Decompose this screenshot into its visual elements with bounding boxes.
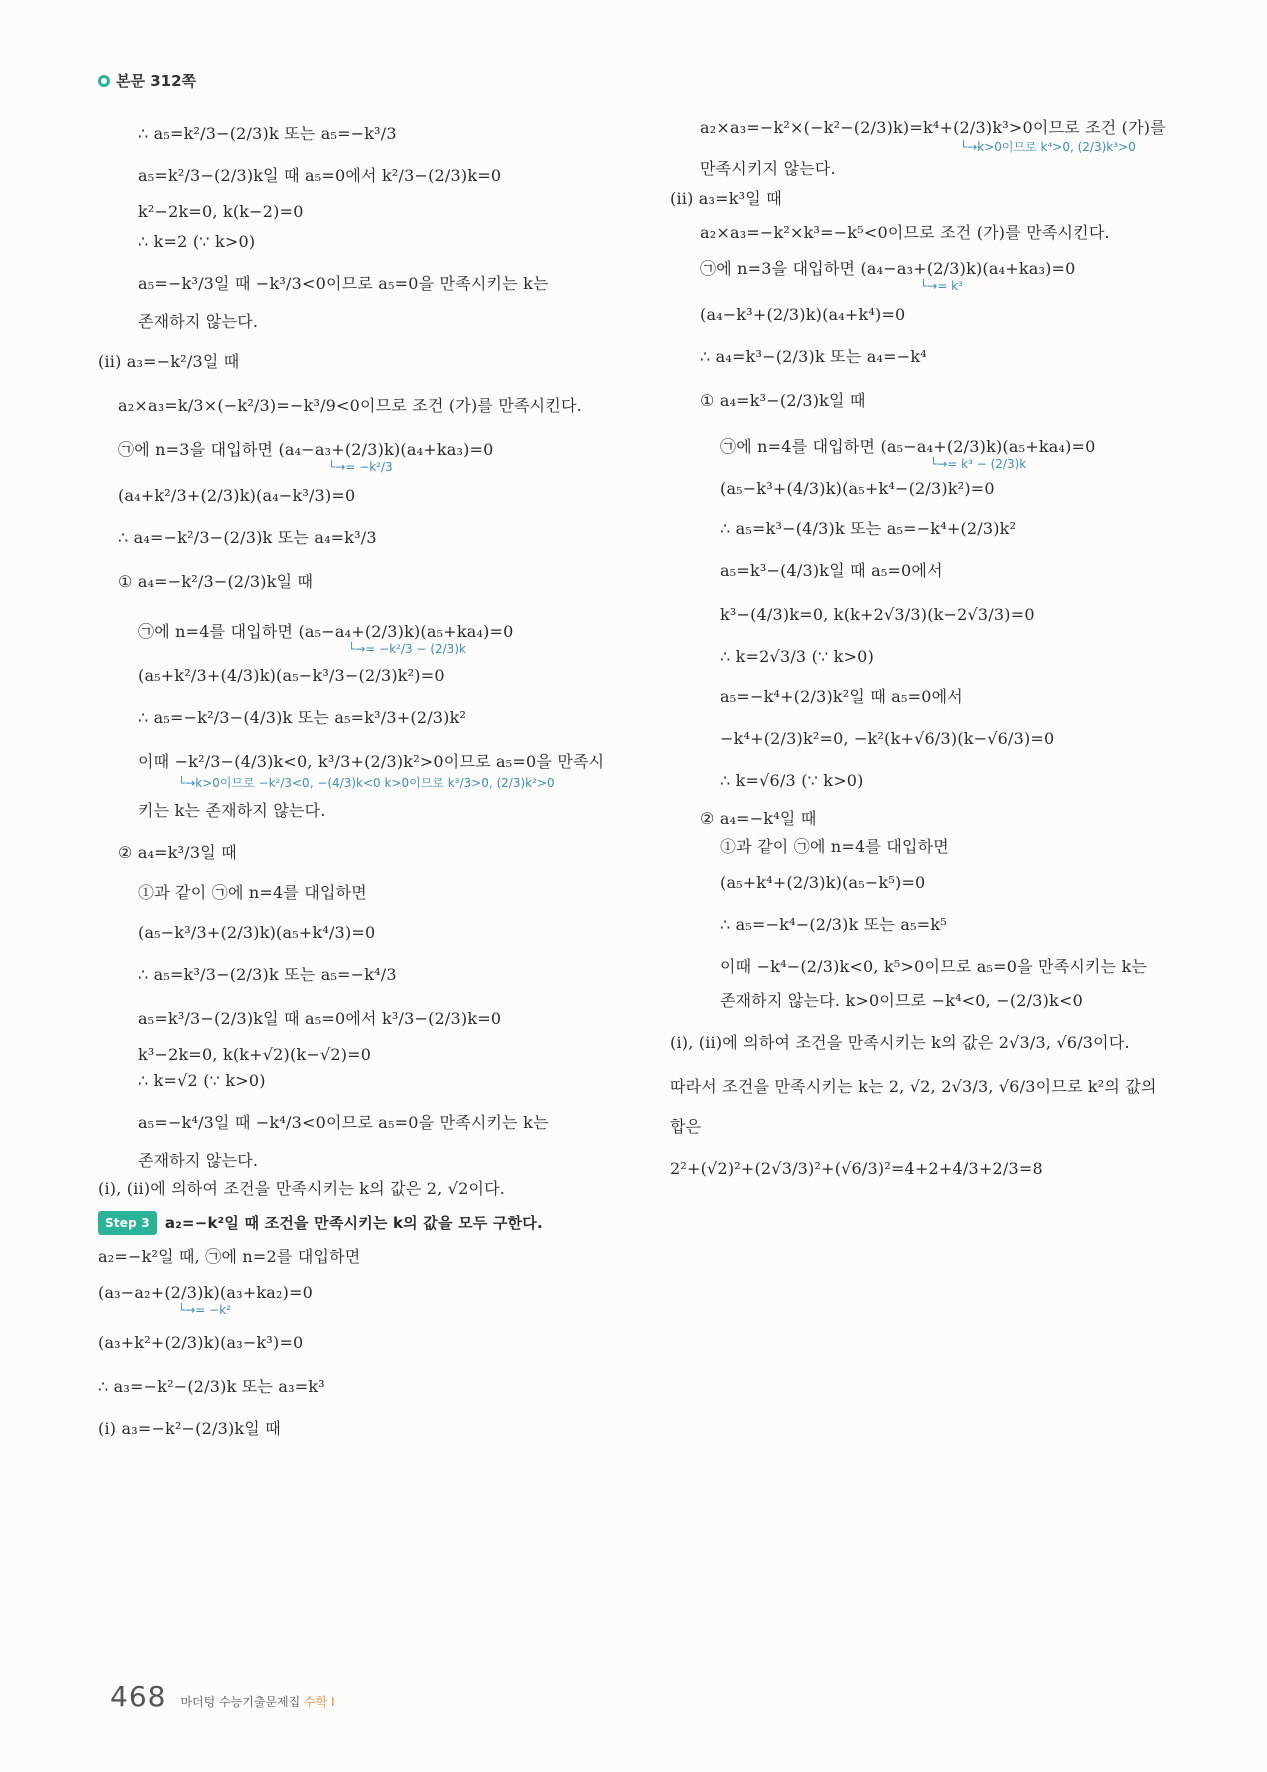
solution-line: ① a₄=−k²/3−(2/3)k일 때 [118,572,314,591]
solution-line: ∴ k=√6/3 (∵ k>0) [720,771,864,790]
solution-line: (a₅−k³+(4/3)k)(a₅+k⁴−(2/3)k²)=0 [720,479,995,498]
solution-line: (a₃+k²+(2/3)k)(a₃−k³)=0 [98,1333,304,1352]
page-number: 468 [110,1680,167,1713]
solution-line: ∴ a₅=k²/3−(2/3)k 또는 a₅=−k³/3 [138,124,397,143]
solution-line: 만족시키지 않는다. [700,159,836,178]
solution-line: (i), (ii)에 의하여 조건을 만족시키는 k의 값은 2, √2이다. [98,1179,506,1198]
page-footer [110,1680,335,1713]
solution-line: ㉠에 n=3을 대입하면 (a₄−a₃+(2/3)k)(a₄+ka₃)=0 [118,440,494,459]
solution-line: ∴ a₄=−k²/3−(2/3)k 또는 a₄=k³/3 [118,528,377,547]
solution-line: ①과 같이 ㉠에 n=4를 대입하면 [720,837,949,856]
solution-line: (ii) a₃=−k²/3일 때 [98,352,240,371]
solution-line: ①과 같이 ㉠에 n=4를 대입하면 [138,883,367,902]
solution-line: 이때 −k⁴−(2/3)k<0, k⁵>0이므로 a₅=0을 만족시키는 k는 [720,957,1148,976]
book-title [180,1693,334,1710]
solution-line: 존재하지 않는다. [138,1151,259,1170]
substitution-annotation: └→ = k³ − (2/3)k [930,457,1190,471]
solution-line: ∴ a₅=−k⁴−(2/3)k 또는 a₅=k⁵ [720,915,947,934]
solution-line: k³−(4/3)k=0, k(k+2√3/3)(k−2√3/3)=0 [720,605,1035,624]
substitution-annotation: └→ = k³ [920,279,1190,293]
solution-line: ∴ k=2 (∵ k>0) [138,232,256,251]
substitution-annotation: └→ = −k²/3 − (2/3)k [348,642,638,656]
solution-line: (a₅−k³/3+(2/3)k)(a₅+k⁴/3)=0 [138,923,376,942]
solution-line: ㉠에 n=4를 대입하면 (a₅−a₄+(2/3)k)(a₅+ka₄)=0 [720,437,1096,456]
solution-line: a₅=−k³/3일 때 −k³/3<0이므로 a₅=0을 만족시키는 k는 [138,274,549,293]
solution-line: (a₅+k⁴+(2/3)k)(a₅−k⁵)=0 [720,873,926,892]
step-description: a₂=−k²일 때 조건을 만족시키는 k의 값을 모두 구한다. [164,1214,543,1232]
solution-line: (a₅+k²/3+(4/3)k)(a₅−k³/3−(2/3)k²)=0 [138,666,445,685]
solution-line: (a₃−a₂+(2/3)k)(a₃+ka₂)=0 [98,1283,314,1302]
left-solution-column [98,112,638,1439]
solution-line: ㉠에 n=4를 대입하면 (a₅−a₄+(2/3)k)(a₅+ka₄)=0 [138,622,514,641]
solution-line: k²−2k=0, k(k−2)=0 [138,202,304,221]
solution-line: a₅=k²/3−(2/3)k일 때 a₅=0에서 k²/3−(2/3)k=0 [138,166,502,185]
substitution-annotation: └→ k>0이므로 −k²/3<0, −(4/3)k<0 k>0이므로 k³/3>0, (2/3)k²>0 [178,774,638,791]
page-reference-header [98,70,196,91]
solution-line: (i), (ii)에 의하여 조건을 만족시키는 k의 값은 2√3/3, √6/3이다. [670,1033,1130,1052]
book-title-text: 마더텅 수능기출문제집 [180,1695,301,1709]
solution-line: ㉠에 n=3을 대입하면 (a₄−a₃+(2/3)k)(a₄+ka₃)=0 [700,259,1076,278]
solution-line: 따라서 조건을 만족시키는 k는 2, √2, 2√3/3, √6/3이므로 k²의 값의 [670,1077,1157,1096]
solution-line: a₂×a₃=−k²×k³=−k⁵<0이므로 조건 (가)를 만족시킨다. [700,223,1110,242]
step-badge: Step 3 [98,1211,157,1235]
solution-line: −k⁴+(2/3)k²=0, −k²(k+√6/3)(k−√6/3)=0 [720,729,1055,748]
solution-line: 존재하지 않는다. [138,312,259,331]
circle-bullet-icon [98,75,110,87]
solution-line: a₅=−k⁴/3일 때 −k⁴/3<0이므로 a₅=0을 만족시키는 k는 [138,1113,549,1132]
solution-line: ∴ a₅=k³−(4/3)k 또는 a₅=−k⁴+(2/3)k² [720,519,1017,538]
solution-line: ① a₄=k³−(2/3)k일 때 [700,391,866,410]
solution-line: ② a₄=k³/3일 때 [118,843,237,862]
solution-line: ∴ k=√2 (∵ k>0) [138,1071,266,1090]
solution-line: (i) a₃=−k²−(2/3)k일 때 [98,1419,281,1438]
solution-line: ∴ a₄=k³−(2/3)k 또는 a₄=−k⁴ [700,347,927,366]
substitution-annotation: └→ k>0이므로 k⁴>0, (2/3)k³>0 [960,138,1190,155]
substitution-annotation: └→ = −k² [178,1303,638,1317]
solution-line: 2²+(√2)²+(2√3/3)²+(√6/3)²=4+2+4/3+2/3=8 [670,1159,1043,1178]
substitution-annotation: └→ = −k²/3 [328,460,638,474]
right-solution-column [670,112,1190,1179]
solution-line: a₂×a₃=k/3×(−k²/3)=−k³/9<0이므로 조건 (가)를 만족시킨다. [118,396,582,415]
solution-line: (ii) a₃=k³일 때 [670,189,782,208]
solution-line: a₂=−k²일 때, ㉠에 n=2를 대입하면 [98,1247,361,1266]
solution-line: 이때 −k²/3−(4/3)k<0, k³/3+(2/3)k²>0이므로 a₅=0을 만족시 [138,752,605,771]
solution-line: 존재하지 않는다. k>0이므로 −k⁴<0, −(2/3)k<0 [720,991,1083,1010]
solution-line: (a₄+k²/3+(2/3)k)(a₄−k³/3)=0 [118,486,356,505]
solution-line: a₂×a₃=−k²×(−k²−(2/3)k)=k⁴+(2/3)k³>0이므로 조건 (가)를 [700,118,1166,137]
solution-line: k³−2k=0, k(k+√2)(k−√2)=0 [138,1045,372,1064]
subject-label: 수학 I [304,1695,335,1709]
solution-line: ∴ a₅=−k²/3−(4/3)k 또는 a₅=k³/3+(2/3)k² [138,708,467,727]
solution-line: a₅=k³/3−(2/3)k일 때 a₅=0에서 k³/3−(2/3)k=0 [138,1009,502,1028]
page-reference-label: 본문 312쪽 [116,72,197,90]
solution-line: 키는 k는 존재하지 않는다. [138,801,326,820]
solution-line: 합은 [670,1117,702,1136]
solution-line: (a₄−k³+(2/3)k)(a₄+k⁴)=0 [700,305,906,324]
solution-line: ∴ k=2√3/3 (∵ k>0) [720,647,875,666]
solution-line: a₅=k³−(4/3)k일 때 a₅=0에서 [720,561,943,580]
step-heading [98,1211,638,1235]
solution-line: a₅=−k⁴+(2/3)k²일 때 a₅=0에서 [720,687,963,706]
solution-line: ∴ a₃=−k²−(2/3)k 또는 a₃=k³ [98,1377,325,1396]
solution-line: ∴ a₅=k³/3−(2/3)k 또는 a₅=−k⁴/3 [138,965,397,984]
solution-line: ② a₄=−k⁴일 때 [700,809,817,828]
